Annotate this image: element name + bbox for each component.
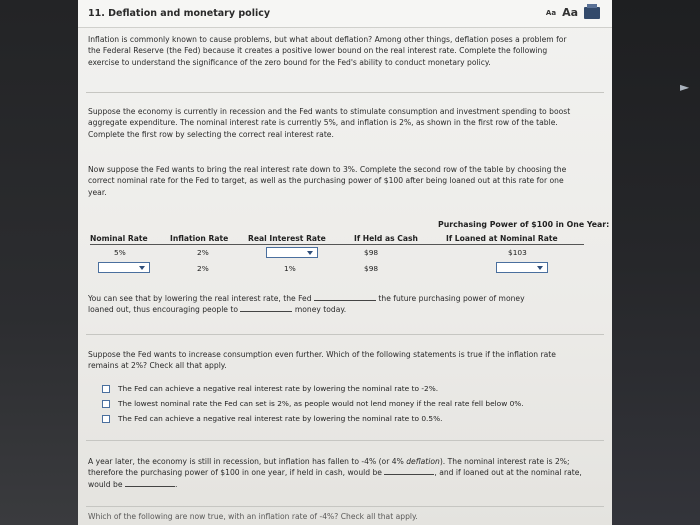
loaned-value-blank[interactable] xyxy=(125,479,178,489)
row2-nominal-dropdown[interactable] xyxy=(98,262,150,273)
table-rule xyxy=(90,244,584,245)
deflation-term: deflation xyxy=(406,457,440,466)
section1-paragraph: Suppose the economy is currently in recession and the Fed wants to stimulate consumption and investment spending to boost aggregate expenditure. The nominal interest rate is currently 5%, and inflation is 2%, as shown in the first row of the table. Complete the first row by selecting the correct real interest rate. xyxy=(88,107,571,139)
right-background xyxy=(612,0,700,525)
option-3-checkbox[interactable] xyxy=(102,415,110,423)
col-if-loaned: If Loaned at Nominal Rate xyxy=(446,234,558,243)
section4-text-2: ). The nominal interest rate is 2%; therefore the purchasing power of $100 in one year, if held in cash, would be xyxy=(88,457,570,478)
divider xyxy=(86,92,604,93)
row2-real: 1% xyxy=(284,264,296,273)
row1-cash: $98 xyxy=(364,248,379,257)
row1-nominal: 5% xyxy=(114,248,126,257)
left-background xyxy=(0,0,78,525)
section4-text-4: . xyxy=(174,479,178,489)
fill-text-3: loaned out, thus encouraging people to xyxy=(88,305,239,315)
section5-paragraph: Which of the following are now true, with an inflation rate of -4%? Check all that apply. xyxy=(88,512,418,521)
section4-paragraph xyxy=(88,456,594,490)
option-2-checkbox[interactable] xyxy=(102,400,110,408)
question-title: 11. Deflation and monetary policy xyxy=(88,8,271,19)
font-increase-button[interactable]: Aa xyxy=(562,6,578,19)
divider xyxy=(86,506,604,507)
divider xyxy=(86,440,604,441)
row2-loaned-dropdown[interactable] xyxy=(496,262,548,273)
section2-paragraph: Now suppose the Fed wants to bring the real interest rate down to 3%. Complete the second row of the table by choosing the correct nominal rate for the Fed to target, as well as the purchasing power of $100 after being loaned out at this rate for one year. xyxy=(88,165,567,197)
chevron-down-icon xyxy=(139,266,145,270)
question-header xyxy=(78,0,612,28)
option-3-label: The Fed can achieve a negative real interest rate by lowering the nominal rate to 0.5%. xyxy=(118,414,443,423)
option-2-label: The lowest nominal rate the Fed can set is 2%, as people would not lend money if the real rate fell below 0%. xyxy=(118,399,524,408)
option-3[interactable] xyxy=(102,414,442,423)
intro-paragraph: Inflation is commonly known to cause problems, but what about deflation? Among other things, deflation poses a problem for the Federal Reserve (the Fed) because it creates a positive lower bound on the real interest rate. Complete the following exercise to understand the significance of the zero bound for the Fed's ability to conduct monetary policy. xyxy=(88,35,567,67)
col-real-interest-rate: Real Interest Rate xyxy=(248,234,326,243)
section4-text-3: , and if loaned out at the nominal rate, would be xyxy=(88,468,582,489)
row1-inflation: 2% xyxy=(197,248,209,257)
row1-real-rate-dropdown[interactable] xyxy=(266,247,318,258)
section3-paragraph: Suppose the Fed wants to increase consumption even further. Which of the following statements is true if the inflation rate remains at 2%? Check all that apply. xyxy=(88,350,556,371)
option-2[interactable] xyxy=(102,399,524,408)
text-size-tools xyxy=(546,6,600,19)
chevron-down-icon xyxy=(537,266,543,270)
option-1-checkbox[interactable] xyxy=(102,385,110,393)
encourage-blank[interactable] xyxy=(240,304,292,312)
chevron-down-icon xyxy=(307,251,313,255)
row2-cash: $98 xyxy=(364,264,379,273)
divider xyxy=(86,334,604,335)
question-page xyxy=(78,0,612,525)
fed-action-blank[interactable] xyxy=(314,293,376,301)
font-decrease-button[interactable]: Aa xyxy=(545,8,557,17)
row1-loaned: $103 xyxy=(508,248,527,257)
col-nominal-rate: Nominal Rate xyxy=(90,234,148,243)
option-1-label: The Fed can achieve a negative real interest rate by lowering the nominal rate to -2%. xyxy=(118,384,439,393)
col-inflation-rate: Inflation Rate xyxy=(170,234,229,243)
row2-inflation: 2% xyxy=(197,264,209,273)
chevron-right-icon[interactable]: ► xyxy=(680,80,690,94)
print-icon[interactable] xyxy=(584,7,600,19)
col-if-held-as-cash: If Held as Cash xyxy=(354,234,418,243)
section4-text-1: A year later, the economy is still in recession, but inflation has fallen to -4% (or 4% xyxy=(88,457,404,466)
cash-value-blank[interactable] xyxy=(384,467,434,475)
fill-text-2: the future purchasing power of money xyxy=(378,294,525,303)
purchasing-power-header: Purchasing Power of $100 in One Year: xyxy=(438,220,610,229)
option-1[interactable] xyxy=(102,384,438,393)
fill-text-1: You can see that by lowering the real interest rate, the Fed xyxy=(88,294,312,303)
fill-text-4: money today. xyxy=(294,305,347,315)
fill-sentence xyxy=(88,293,608,316)
